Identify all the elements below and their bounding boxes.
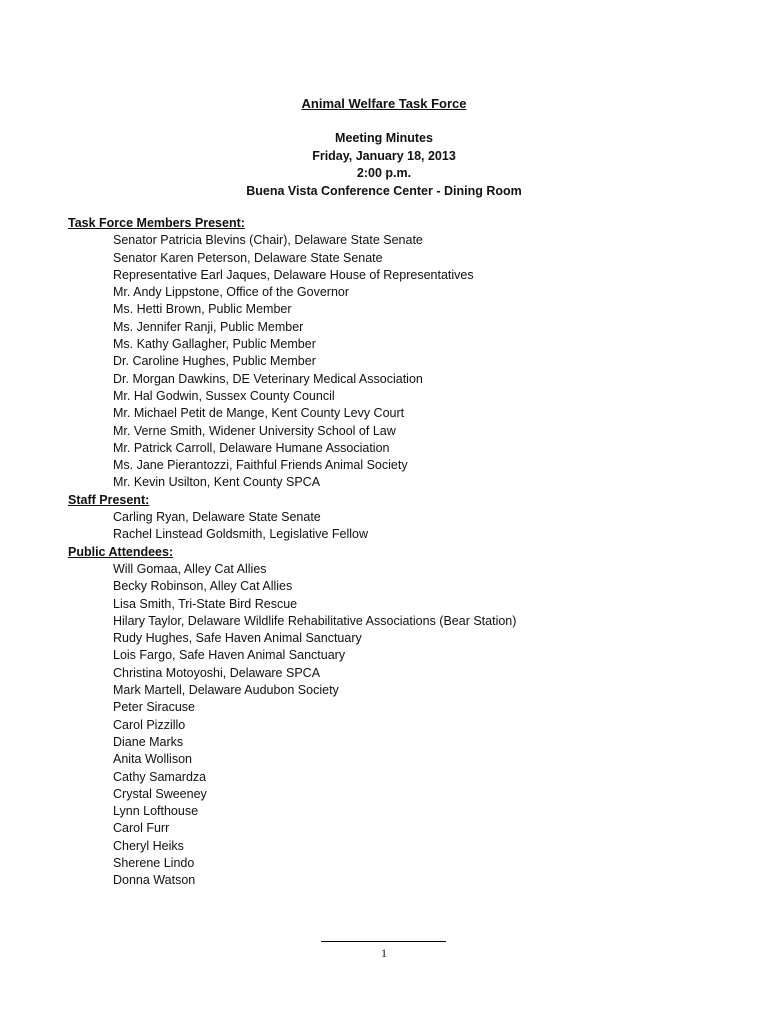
attendee-entry: Mr. Michael Petit de Mange, Kent County Levy Court [113, 406, 405, 421]
document-title: Animal Welfare Task Force [301, 96, 467, 111]
attendee-entry: Dr. Morgan Dawkins, DE Veterinary Medical Association [113, 371, 423, 386]
attendee-entry: Lynn Lofthouse [113, 804, 199, 819]
attendee-entry: Diane Marks [113, 734, 184, 749]
attendee-entry: Ms. Jane Pierantozzi, Faithful Friends Animal Society [113, 458, 408, 473]
task-force-members-section [68, 215, 748, 492]
attendance-sections [68, 215, 748, 890]
attendee-entry: Lisa Smith, Tri-State Bird Rescue [113, 596, 298, 611]
attendee-entry: Mr. Andy Lippstone, Office of the Governor [113, 285, 350, 300]
attendee-entry: Dr. Caroline Hughes, Public Member [113, 354, 316, 369]
attendee-entry: Becky Robinson, Alley Cat Allies [113, 579, 293, 594]
attendee-entry: Ms. Kathy Gallagher, Public Member [113, 337, 316, 352]
section-heading: Staff Present: [68, 492, 150, 507]
attendee-entry: Christina Motoyoshi, Delaware SPCA [113, 665, 321, 680]
attendee-entry: Peter Siracuse [113, 700, 195, 715]
attendee-entry: Hilary Taylor, Delaware Wildlife Rehabilitative Associations (Bear Station) [113, 613, 517, 628]
attendee-entry: Crystal Sweeney [113, 786, 207, 801]
public-attendees-section [68, 544, 748, 890]
page-number: 1 [381, 946, 387, 960]
attendee-entry: Senator Patricia Blevins (Chair), Delaware State Senate [113, 233, 423, 248]
header-date: Friday, January 18, 2013 [312, 148, 456, 163]
attendee-entry: Carol Pizzillo [113, 717, 186, 732]
attendee-entry: Sherene Lindo [113, 855, 195, 870]
attendee-entry: Lois Fargo, Safe Haven Animal Sanctuary [113, 648, 346, 663]
attendee-entry: Mr. Hal Godwin, Sussex County Council [113, 388, 335, 403]
attendee-entry: Ms. Hetti Brown, Public Member [113, 302, 292, 317]
attendee-entry: Rachel Linstead Goldsmith, Legislative Fellow [113, 527, 368, 542]
attendee-entry: Carling Ryan, Delaware State Senate [113, 510, 321, 525]
attendee-entry: Rudy Hughes, Safe Haven Animal Sanctuary [113, 631, 362, 646]
attendee-entry: Representative Earl Jaques, Delaware House of Representatives [113, 267, 474, 282]
attendee-entry: Cheryl Heiks [113, 838, 184, 853]
attendee-entry: Donna Watson [113, 873, 196, 888]
attendee-entry: Anita Wollison [113, 752, 192, 767]
attendee-entry: Mr. Patrick Carroll, Delaware Humane Association [113, 440, 390, 455]
attendee-entry: Mr. Verne Smith, Widener University School of Law [113, 423, 396, 438]
attendee-entry: Carol Furr [113, 821, 170, 836]
attendee-entry: Will Gomaa, Alley Cat Allies [113, 561, 267, 576]
attendee-entry: Ms. Jennifer Ranji, Public Member [113, 319, 304, 334]
section-heading: Public Attendees: [68, 544, 174, 559]
attendee-entry: Mr. Kevin Usilton, Kent County SPCA [113, 475, 321, 490]
staff-section [68, 492, 748, 544]
section-heading: Task Force Members Present: [68, 216, 245, 230]
header-location: Buena Vista Conference Center - Dining Room [246, 183, 522, 198]
header-time: 2:00 p.m. [356, 166, 412, 180]
header-meeting-type: Meeting Minutes [335, 131, 433, 145]
attendee-entry: Senator Karen Peterson, Delaware State Senate [113, 250, 383, 265]
footer-divider [321, 941, 446, 942]
attendee-entry: Mark Martell, Delaware Audubon Society [113, 683, 339, 698]
meeting-header [0, 130, 768, 200]
attendee-entry: Cathy Samardza [113, 769, 207, 784]
